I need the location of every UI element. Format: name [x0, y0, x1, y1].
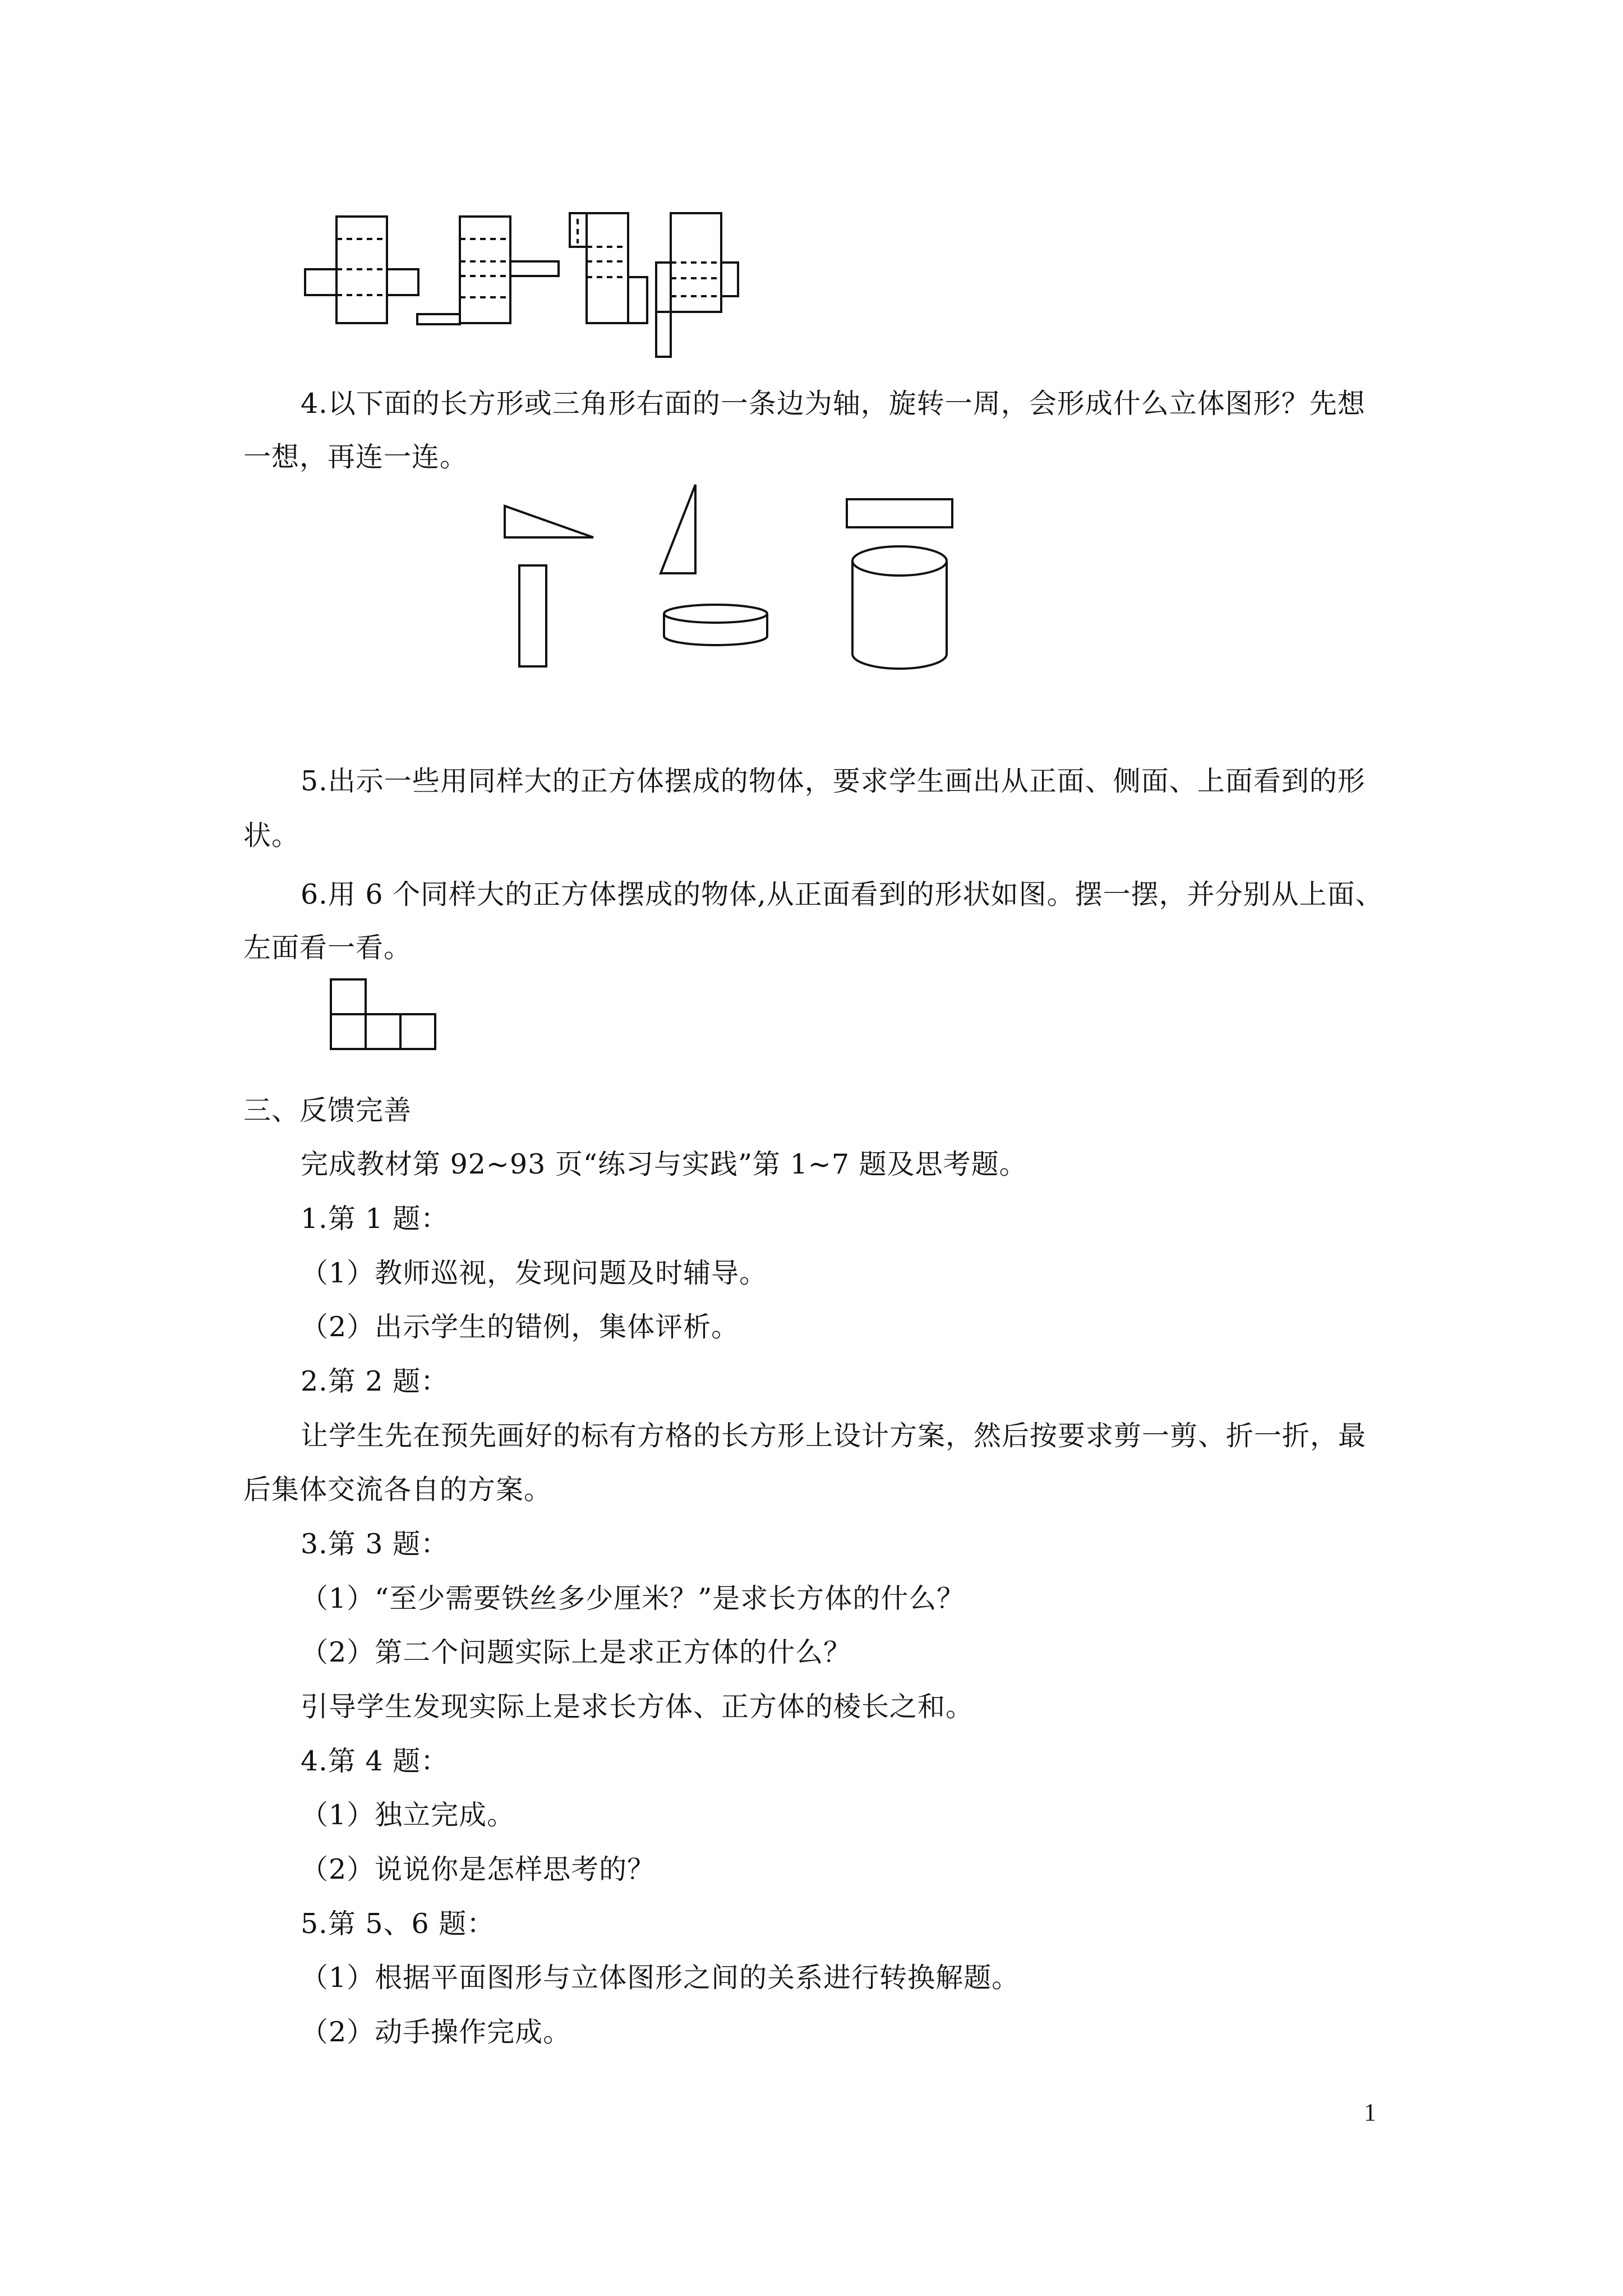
question-4-line-1: 4.以下面的长方形或三角形右面的一条边为轴，旋转一周，会形成什么立体图形？先想 — [301, 388, 1366, 420]
list-item: 5.第 5、6 题： — [301, 1908, 495, 1940]
list-item: 2.第 2 题： — [301, 1365, 449, 1397]
rectangle-vertical — [519, 565, 546, 666]
question-4-line-2: 一想，再连一连。 — [243, 441, 468, 473]
list-item: 4.第 4 题： — [301, 1745, 449, 1777]
list-item: 后集体交流各自的方案。 — [243, 1474, 552, 1506]
right-triangle-vertical — [661, 485, 695, 573]
question-5-line-2: 状。 — [243, 820, 300, 852]
list-item: （1）教师巡视，发现问题及时辅导。 — [301, 1257, 768, 1289]
right-triangle-horizontal — [505, 506, 593, 537]
short-cylinder — [664, 605, 767, 645]
list-item: （1）根据平面图形与立体图形之间的关系进行转换解题。 — [301, 1962, 1020, 1994]
list-item: 1.第 1 题： — [301, 1203, 449, 1235]
rectangle-horizontal — [847, 499, 952, 527]
list-item: （2）出示学生的错例，集体评析。 — [301, 1311, 740, 1343]
rotation-shapes-figure — [488, 471, 981, 673]
list-item: （1）独立完成。 — [301, 1799, 515, 1831]
cuboid-net-3 — [570, 213, 647, 323]
cuboid-net-2 — [417, 217, 559, 324]
cuboid-nets-figure — [297, 208, 746, 359]
section-3-intro: 完成教材第 92~93 页“练习与实践”第 1~7 题及思考题。 — [301, 1148, 1027, 1180]
list-item: （2）说说你是怎样思考的？ — [301, 1853, 656, 1885]
question-6-line-1: 6.用 6 个同样大的正方体摆成的物体,从正面看到的形状如图。摆一摆，并分别从上面、 — [301, 878, 1384, 910]
list-item: 引导学生发现实际上是求长方体、正方体的棱长之和。 — [301, 1691, 974, 1723]
question-5-line-1: 5.出示一些用同样大的正方体摆成的物体，要求学生画出从正面、侧面、上面看到的形 — [301, 765, 1366, 797]
list-item: （1）“至少需要铁丝多少厘米？”是求长方体的什么？ — [301, 1582, 965, 1614]
list-item: 让学生先在预先画好的标有方格的长方形上设计方案，然后按要求剪一剪、折一折，最 — [301, 1420, 1367, 1452]
list-item: 3.第 3 题： — [301, 1528, 449, 1560]
list-item: （2）动手操作完成。 — [301, 2016, 571, 2048]
cuboid-net-4 — [656, 213, 738, 357]
list-item: （2）第二个问题实际上是求正方体的什么？ — [301, 1636, 852, 1668]
section-3-heading: 三、反馈完善 — [243, 1094, 412, 1126]
cube-front-view-figure — [329, 977, 441, 1056]
page-number: 1 — [1364, 2099, 1376, 2126]
tall-cylinder — [852, 546, 947, 669]
cuboid-net-1 — [305, 217, 418, 323]
question-6-line-2: 左面看一看。 — [243, 932, 412, 964]
